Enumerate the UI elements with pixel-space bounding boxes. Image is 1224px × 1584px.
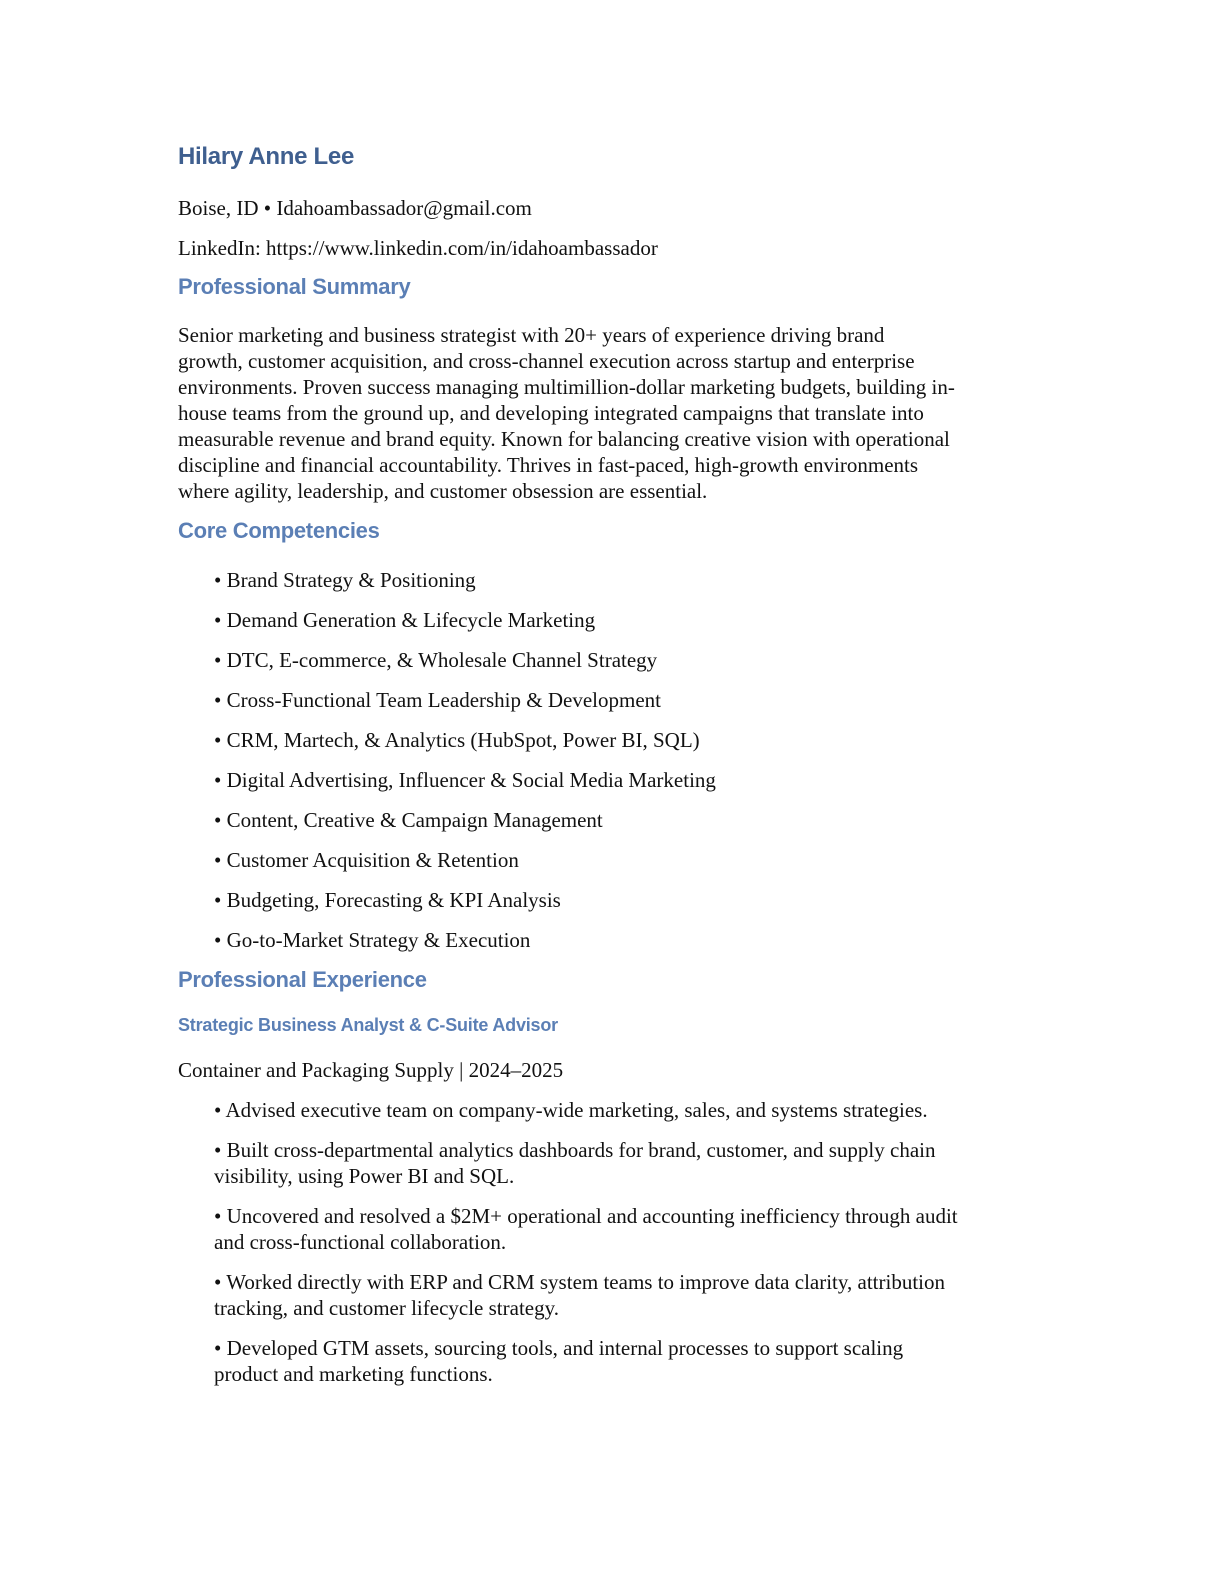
job-title: Strategic Business Analyst & C-Suite Advisor [178,1015,558,1035]
competency-item: • CRM, Martech, & Analytics (HubSpot, Power BI, SQL) [214,728,700,752]
summary-line: discipline and financial accountability. Thrives in fast-paced, high-growth environments [178,453,919,477]
summary-heading: Professional Summary [178,274,411,299]
summary-line: house teams from the ground up, and developing integrated campaigns that translate into [178,401,924,425]
competency-item: • DTC, E-commerce, & Wholesale Channel Strategy [214,648,658,672]
competency-item: • Go-to-Market Strategy & Execution [214,928,531,952]
job-bullet-line: visibility, using Power BI and SQL. [214,1164,515,1188]
summary-line: measurable revenue and brand equity. Known for balancing creative vision with operational [178,427,950,451]
linkedin-url: LinkedIn: https://www.linkedin.com/in/idahoambassador [178,236,658,260]
job-bullet-line: • Built cross-departmental analytics dashboards for brand, customer, and supply chain [214,1138,936,1162]
job-company-dates: Container and Packaging Supply | 2024–2025 [178,1058,564,1082]
competency-item: • Digital Advertising, Influencer & Social Media Marketing [214,768,716,792]
job-bullet-line: • Worked directly with ERP and CRM system teams to improve data clarity, attribution [214,1270,946,1294]
competency-item: • Content, Creative & Campaign Management [214,808,603,832]
summary-line: environments. Proven success managing multimillion-dollar marketing budgets, building in- [178,375,955,399]
experience-heading: Professional Experience [178,967,427,992]
summary-line: where agility, leadership, and customer obsession are essential. [178,479,708,503]
competency-item: • Brand Strategy & Positioning [214,568,476,592]
summary-line: Senior marketing and business strategist with 20+ years of experience driving brand [178,323,885,347]
competencies-heading: Core Competencies [178,518,380,543]
job-bullet-line: • Uncovered and resolved a $2M+ operational and accounting inefficiency through audit [214,1204,958,1228]
competency-item: • Budgeting, Forecasting & KPI Analysis [214,888,561,912]
competency-item: • Customer Acquisition & Retention [214,848,519,872]
job-bullet-line: product and marketing functions. [214,1362,493,1386]
job-bullet-line: • Advised executive team on company-wide marketing, sales, and systems strategies. [214,1098,928,1122]
job-bullet-line: • Developed GTM assets, sourcing tools, and internal processes to support scaling [214,1336,904,1360]
job-bullet-line: tracking, and customer lifecycle strategy. [214,1296,559,1320]
job-bullet-line: and cross-functional collaboration. [214,1230,507,1254]
location-email: Boise, ID • Idahoambassador@gmail.com [178,196,532,220]
summary-line: growth, customer acquisition, and cross-channel execution across startup and enterprise [178,349,915,373]
candidate-name: Hilary Anne Lee [178,143,355,170]
competency-item: • Cross-Functional Team Leadership & Development [214,688,661,712]
competency-item: • Demand Generation & Lifecycle Marketing [214,608,596,632]
